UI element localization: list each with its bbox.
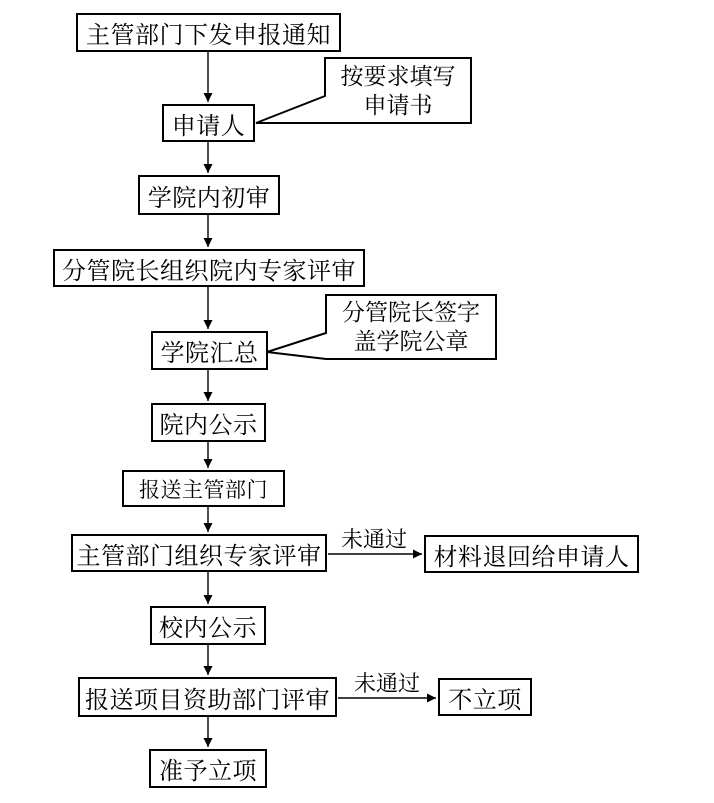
callout-line: 盖学院公章 [353, 328, 469, 354]
flow-node-college-initial-review: 学院内初审 [138, 175, 280, 215]
flow-node-submit-competent-dept: 报送主管部门 [122, 470, 285, 507]
flow-node-college-summary: 学院汇总 [151, 331, 268, 370]
callout-fill-application [325, 58, 471, 123]
edge-label-not-passed-2: 未通过 [353, 671, 420, 696]
flow-node-materials-returned: 材料退回给申请人 [424, 535, 639, 573]
edge-label-not-passed-1: 未通过 [340, 527, 407, 552]
flow-node-not-approved: 不立项 [438, 678, 532, 716]
callout-line: 按要求填写 [340, 62, 456, 89]
flow-node-college-publicity: 院内公示 [151, 403, 266, 442]
callout-line: 申请书 [363, 91, 433, 118]
callout-line: 分管院长签字 [342, 299, 480, 326]
flow-node-school-publicity: 校内公示 [150, 606, 266, 645]
flow-node-notice: 主管部门下发申报通知 [76, 13, 341, 52]
flow-node-submit-funding-dept: 报送项目资助部门评审 [78, 677, 337, 717]
flow-node-applicant: 申请人 [162, 104, 255, 142]
flow-node-dept-organize-review: 主管部门组织专家评审 [71, 534, 327, 572]
flow-node-dean-organize-review: 分管院长组织院内专家评审 [53, 249, 365, 287]
callout-sign-and-seal [326, 295, 496, 359]
flow-node-project-approved: 准予立项 [149, 749, 267, 788]
